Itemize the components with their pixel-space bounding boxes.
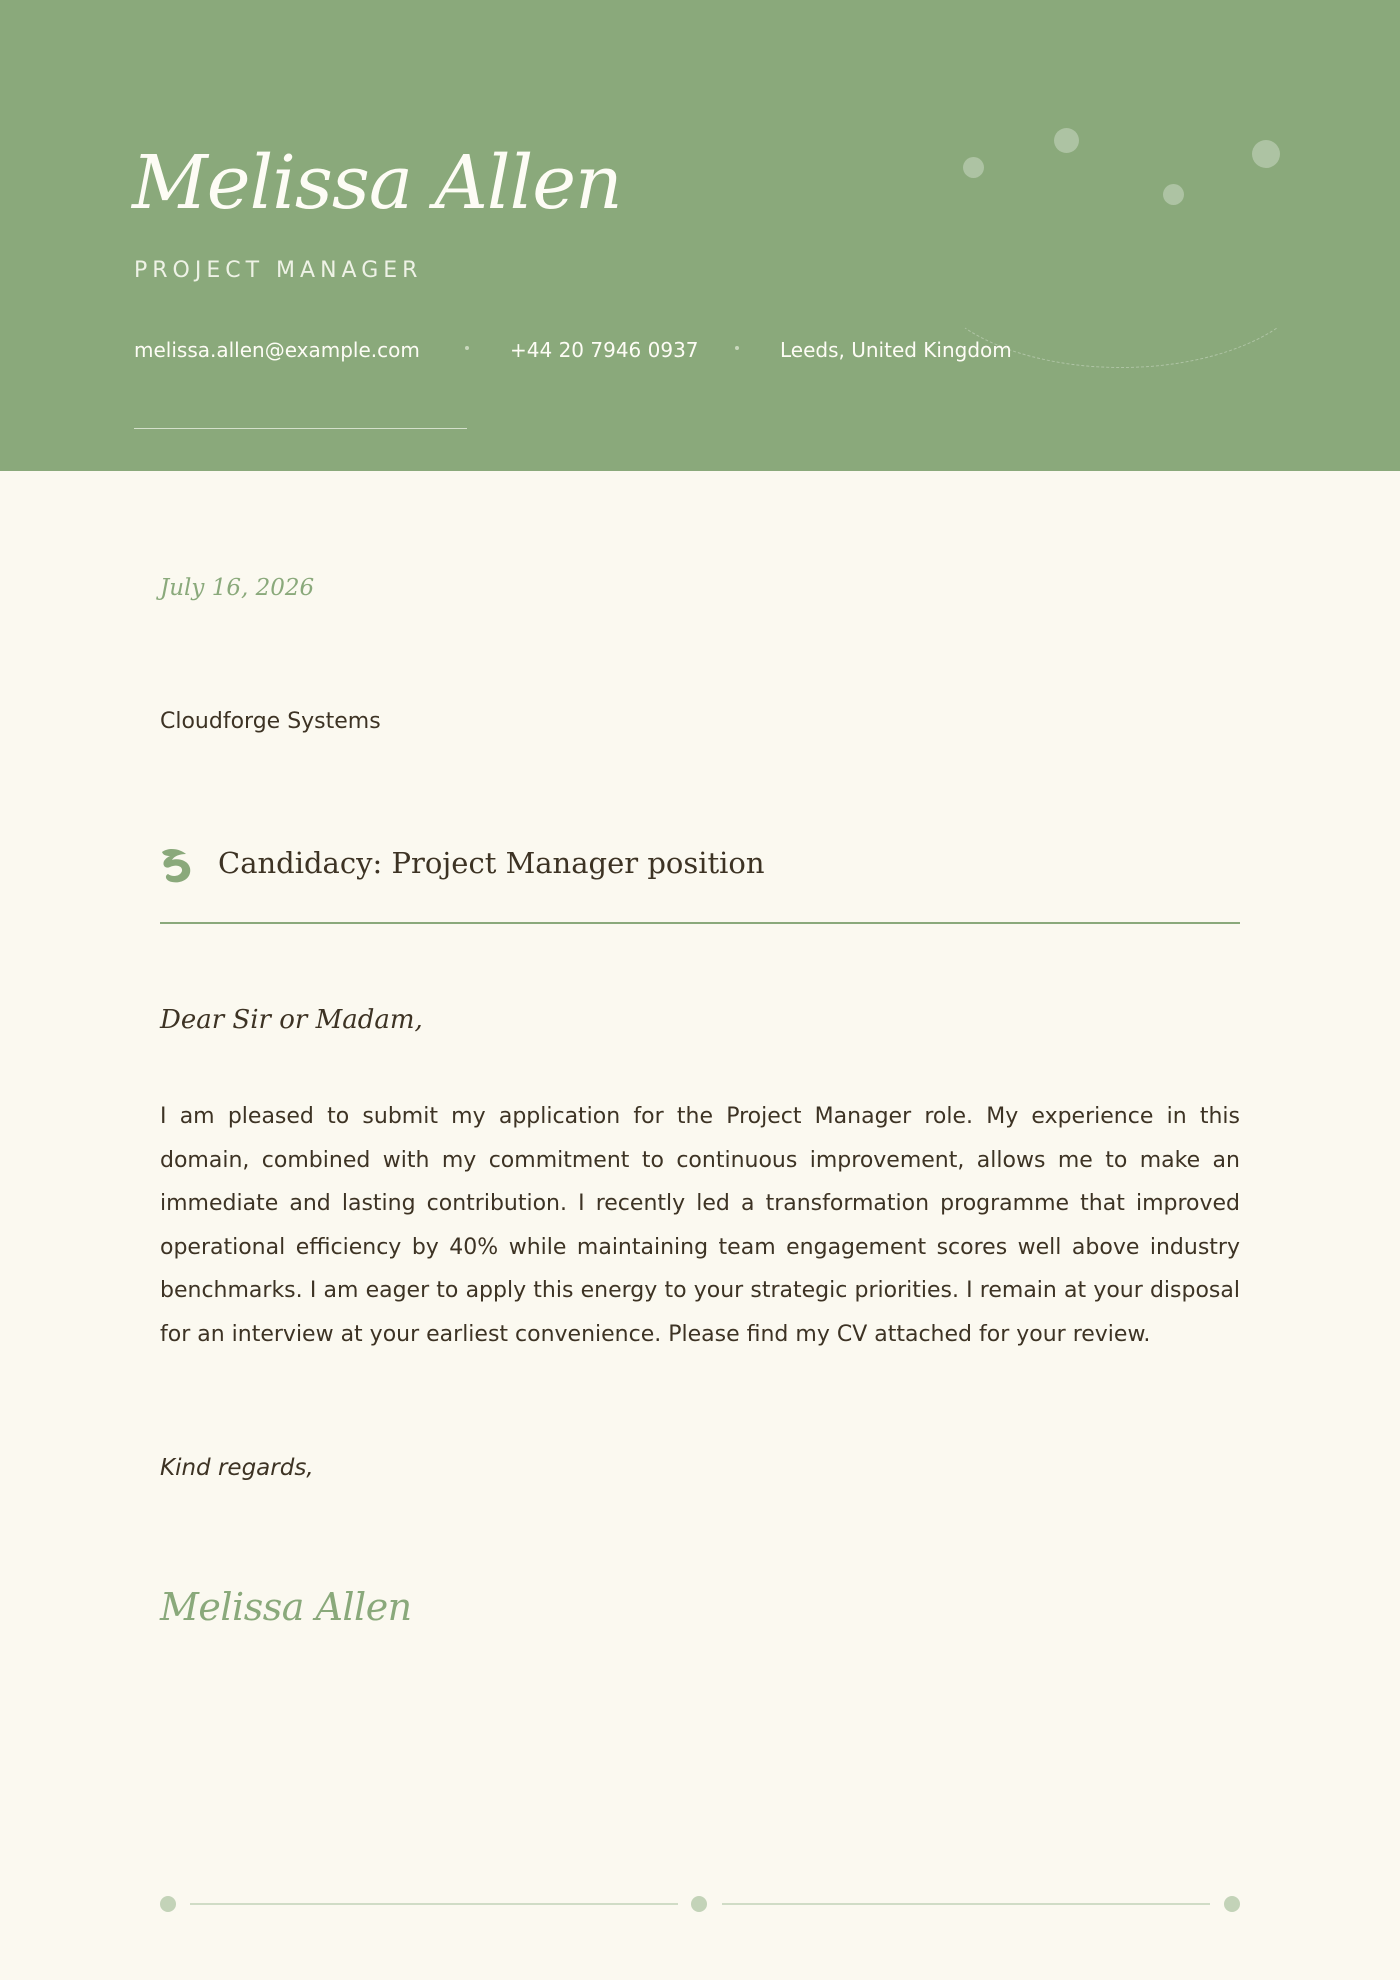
contact-phone[interactable]: +44 20 7946 0937 — [510, 338, 699, 362]
footer-dot — [160, 1896, 176, 1912]
recipient-company: Cloudforge Systems — [160, 709, 381, 734]
letter-date: July 16, 2026 — [160, 575, 315, 601]
contact-email[interactable]: melissa.allen@example.com — [134, 338, 420, 362]
contact-location: Leeds, United Kingdom — [780, 338, 1012, 362]
subject-divider — [160, 922, 1240, 924]
separator-dot — [465, 346, 469, 350]
footer-line — [722, 1903, 1210, 1905]
decorative-dot — [1054, 128, 1079, 153]
signature: Melissa Allen — [160, 1585, 412, 1629]
letter-body: I am pleased to submit my application for the Project Manager role. My experience in this domain, combined with my commitment to continuous improvement, allows me to make an immediate and lasting contribution. I recently led a transformation programme that improved operational efficiency by 40% while maintaining team engagement scores well above industry benchmarks. I am eager to apply this energy to your strategic priorities. I remain at your disposal for an interview at your earliest convenience. Please find my CV attached for your review. — [160, 1104, 1240, 1347]
letter-closing: Kind regards, — [160, 1455, 314, 1481]
footer-line — [190, 1903, 678, 1905]
header-divider — [134, 428, 467, 429]
applicant-name: Melissa Allen — [132, 140, 622, 226]
letter-subject: Candidacy: Project Manager position — [218, 846, 765, 880]
letter-greeting: Dear Sir or Madam, — [160, 1005, 423, 1035]
decorative-dot — [1252, 140, 1280, 168]
letterhead — [0, 0, 1400, 471]
footer-dot — [1224, 1896, 1240, 1912]
job-title: PROJECT MANAGER — [134, 258, 423, 283]
leaf-icon — [158, 846, 194, 886]
footer-dot — [691, 1896, 707, 1912]
separator-dot — [735, 346, 739, 350]
decorative-dot — [963, 157, 984, 178]
